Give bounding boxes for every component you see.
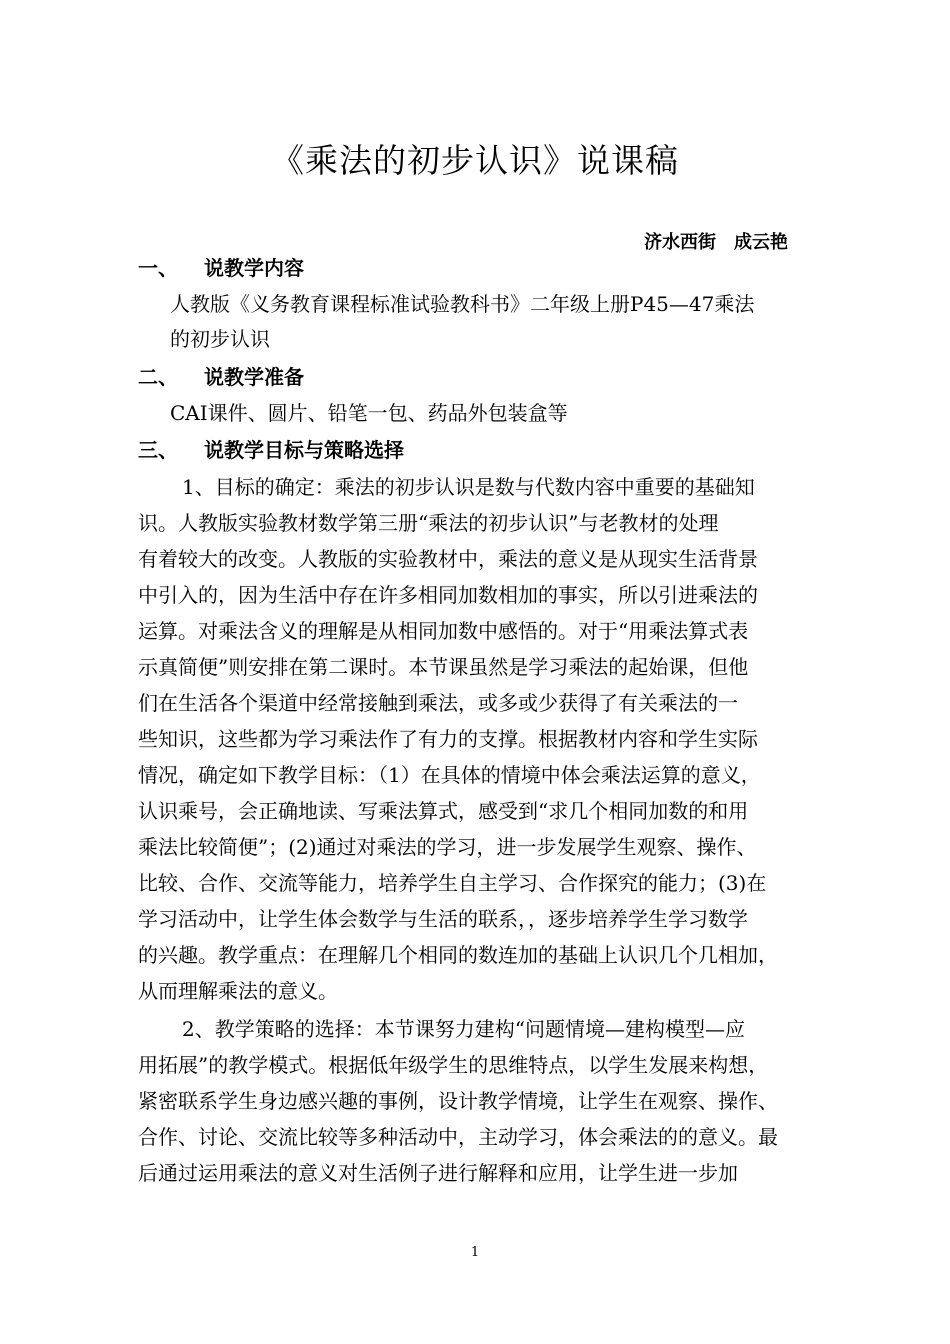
paragraph-line: 从而理解乘法的意义。 [138,979,338,1003]
paragraph-line: 认识乘号，会正确地读、写乘法算式，感受到“求几个相同加数的和用 [138,799,749,823]
page-title: 《乘法的初步认识》说课稿 [271,141,679,180]
paragraph-line: 比较、合作、交流等能力，培养学生自主学习、合作探究的能力；(3)在 [138,871,767,895]
author-line: 济水西街 成云艳 [644,232,788,253]
section-heading-2 [138,363,304,391]
paragraph-line: 用拓展”的教学模式。根据低年级学生的思维特点，以学生发展来构想， [138,1053,769,1077]
paragraph-line: 的兴趣。教学重点：在理解几个相同的数连加的基础上认识几个几相加， [138,943,778,967]
paragraph-line: 识。人教版实验教材数学第三册“乘法的初步认识”与老教材的处理 [138,511,719,535]
section-number: 一、 [138,256,178,280]
text-line: CAI课件、圆片、铅笔一包、药品外包装盒等 [170,401,568,425]
text-line: 人教版《义务教育课程标准试验教科书》二年级上册P45—47乘法 [170,292,755,316]
text-line: 的初步认识 [170,327,270,351]
paragraph-line: 些知识，这些都为学习乘法作了有力的支撑。根据教材内容和学生实际 [138,727,758,751]
section-heading-3 [138,436,404,464]
section-title: 说教学准备 [204,365,304,389]
paragraph-line: 情况，确定如下教学目标：（1）在具体的情境中体会乘法运算的意义， [138,763,761,787]
paragraph-line: 运算。对乘法含义的理解是从相同加数中感悟的。对于“用乘法算式表 [138,619,749,643]
paragraph-line: 2、教学策略的选择：本节课努力建构“问题情境—建构模型—应 [182,1017,745,1041]
paragraph-line: 1、目标的确定：乘法的初步认识是数与代数内容中重要的基础知 [182,475,755,499]
paragraph-line: 示真简便”则安排在第二课时。本节课虽然是学习乘法的起始课，但他 [138,655,749,679]
section-number: 二、 [138,365,178,389]
paragraph-line: 合作、讨论、交流比较等多种活动中，主动学习，体会乘法的的意义。最 [138,1125,778,1149]
paragraph-line: 学习活动中，让学生体会数学与生活的联系，，逐步培养学生学习数学 [138,907,748,931]
paragraph-line: 后通过运用乘法的意义对生活例子进行解释和应用，让学生进一步加 [138,1161,738,1185]
section-title: 说教学目标与策略选择 [204,438,404,462]
section-heading-1 [138,254,304,282]
paragraph-line: 紧密联系学生身边感兴趣的事例，设计教学情境，让学生在观察、操作、 [138,1089,778,1113]
paragraph-line: 中引入的，因为生活中存在许多相同加数相加的事实，所以引进乘法的 [138,583,758,607]
section-number: 三、 [138,438,178,462]
section-title: 说教学内容 [204,256,304,280]
paragraph-line: 有着较大的改变。人教版的实验教材中，乘法的意义是从现实生活背景 [138,547,758,571]
paragraph-line: 们在生活各个渠道中经常接触到乘法，或多或少获得了有关乘法的一 [138,691,738,715]
paragraph-line: 乘法比较简便”；(2)通过对乘法的学习，进一步发展学生观察、操作、 [138,835,757,859]
page-number: 1 [470,1245,480,1260]
